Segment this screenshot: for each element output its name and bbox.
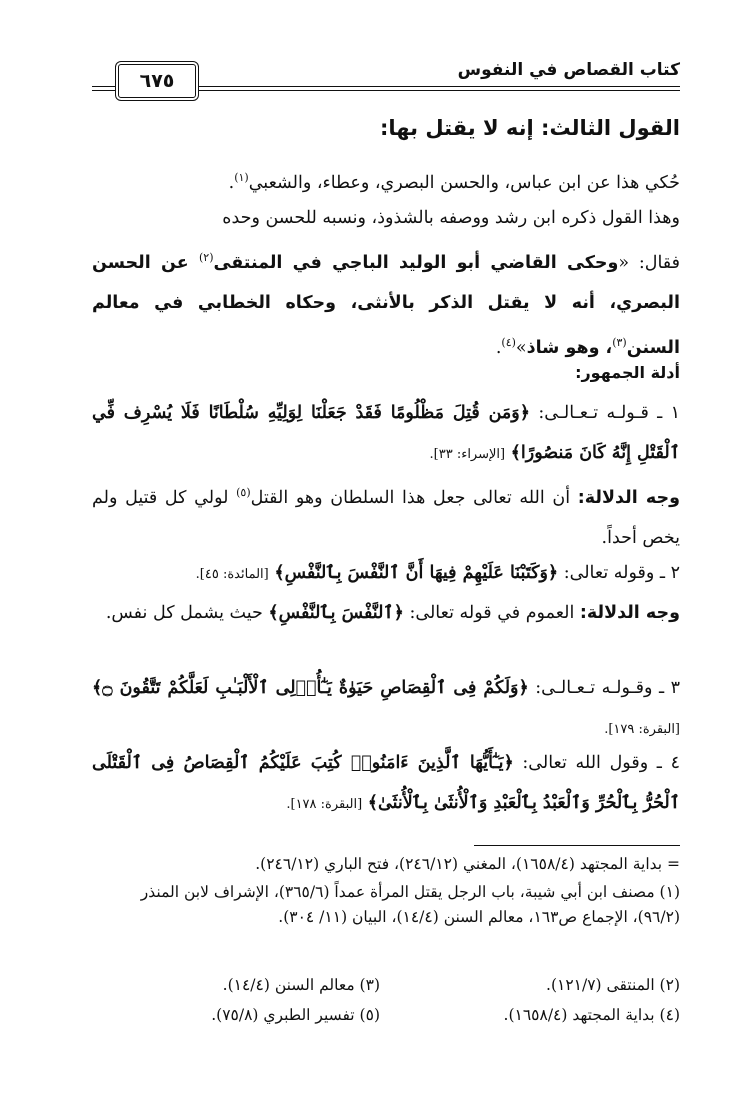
proof-2 xyxy=(92,553,680,595)
quote-text: ، وهو شاذ xyxy=(526,337,613,358)
footnote-3: (٣) معالم السنن (١٤/٤). xyxy=(222,976,380,994)
evidence-label: وجه الدلالة: xyxy=(577,487,680,508)
footnote-mark: (٤) xyxy=(501,335,516,349)
quran-verse: ﴿وَمَن قُتِلَ مَظْلُومًا فَقَدْ جَعَلْنَا لِوَلِيِّهِ سُلْطَانًا فَلَا يُسْرِف فِّي ٱلْقَتْلِ إِنَّهُ كَانَ مَنصُورًا﴾ xyxy=(92,403,680,463)
footnote-continued: = بداية المجتهد (١٦٥٨/٤)، المغني (٢٤٦/١٢)، فتح الباري (٢٤٦/١٢). xyxy=(255,855,680,873)
footnote-mark: (٥) xyxy=(236,486,251,499)
footnote-separator xyxy=(474,845,680,846)
page-number: ٦٧٥ xyxy=(118,64,196,98)
evidence-text: حيث يشمل كل نفس. xyxy=(105,603,269,623)
footnote-5: (٥) تفسير الطبري (٧٥/٨). xyxy=(211,1006,380,1024)
footnote-1: (١) مصنف ابن أبي شيبة، باب الرجل يقتل المرأة عمداً (٣٦٥/٦)، الإشراف لابن المنذر (٩٦/٢)، الإجماع ص١٦٣، معالم السنن (١٤/٤)، البيان (١١/ ٣٠٤). xyxy=(140,883,680,926)
footnote-mark: (١) xyxy=(234,171,249,184)
section-heading: القول الثالث: إنه لا يقتل بها: xyxy=(380,116,680,140)
paragraph-text: حُكي هذا عن ابن عباس، والحسن البصري، وعطاء، والشعبي xyxy=(248,172,680,193)
quote-text: وحكى القاضي أبو الوليد الباجي في المنتقى xyxy=(213,252,619,273)
footnote-4: (٤) بداية المجتهد (١٦٥٨/٤). xyxy=(503,1006,680,1024)
book-title: كتاب القصاص في النفوس xyxy=(457,60,680,80)
quran-verse: ﴿يَـٰٓأَيُّهَا ٱلَّذِينَ ءَامَنُوا۟ كُتِبَ عَلَيْكُمُ ٱلْقِصَاصُ فِى ٱلْقَتْلَى ٱلْحُرُّ بِٱلْحُرِّ وَٱلْعَبْدُ بِٱلْعَبْدِ وَٱلْأُنثَىٰ بِٱلْأُنثَىٰ﴾ xyxy=(92,753,680,813)
evidence-text: لولي كل قتيل ولم يخص أحداً. xyxy=(92,487,680,548)
evidence-text: أن الله تعالى جعل هذا السلطان وهو القتل xyxy=(250,487,578,508)
verse-reference: [البقرة: ١٧٩]. xyxy=(604,722,680,737)
quran-verse: ﴿وَلَكُمْ فِى ٱلْقِصَاصِ حَيَوٰةٌ يَـٰٓأُو۟لِى ٱلْأَلْبَـٰبِ لَعَلَّكُمْ تَتَّقُونَ ۝﴾ xyxy=(92,678,529,698)
paragraph-quote xyxy=(92,238,680,368)
quote-text: عن الحسن البصري، أنه لا يقتل الذكر بالأنثى، وحكاه الخطابي في معالم السنن xyxy=(92,252,680,358)
paragraph-end: . xyxy=(495,337,502,358)
proof-1 xyxy=(92,393,680,475)
quote-close: » xyxy=(515,337,527,358)
book-page xyxy=(92,0,680,1104)
quran-verse: ﴿وَكَتَبْنَا عَلَيْهِمْ فِيهَا أَنَّ ٱلنَّفْسَ بِٱلنَّفْسِ﴾ xyxy=(274,563,559,583)
evidence-label: وجه الدلالة: xyxy=(579,603,680,623)
proofs-heading: أدلة الجمهور: xyxy=(575,363,680,382)
proof-4 xyxy=(92,743,680,825)
proof-lead: ٢ ـ وقوله تعالى: xyxy=(558,563,680,583)
proof-lead: ١ ـ قـولـه تـعـالـى: xyxy=(530,403,681,423)
evidence-2 xyxy=(92,593,680,633)
verse-reference: [المائدة: ٤٥]. xyxy=(195,567,269,582)
evidence-text: العموم في قوله تعالى: xyxy=(403,603,580,623)
footnote-mark: (٣) xyxy=(612,335,627,349)
proof-lead: ٣ ـ وقـولـه تـعـالـى: xyxy=(528,678,680,698)
footnote-mark: (٢) xyxy=(198,251,214,264)
paragraph-ibn-rushd: وهذا القول ذكره ابن رشد ووصفه بالشذوذ، ونسبه للحسن وحده xyxy=(222,208,680,228)
running-header xyxy=(92,52,680,104)
verse-reference: [البقرة: ١٧٨]. xyxy=(286,797,363,812)
quran-verse: ﴿ٱلنَّفْسَ بِٱلنَّفْسِ﴾ xyxy=(268,603,404,623)
footnote-2: (٢) المنتقى (١٢١/٧). xyxy=(546,976,680,994)
quote-lead: فقال: « xyxy=(618,252,680,273)
proof-3 xyxy=(92,668,680,750)
verse-reference: [الإسراء: ٣٣]. xyxy=(429,447,506,462)
evidence-1 xyxy=(92,473,680,558)
paragraph-narrators xyxy=(92,158,680,203)
paragraph-end: . xyxy=(228,172,235,193)
proof-lead: ٤ ـ وقول الله تعالى: xyxy=(513,753,681,773)
